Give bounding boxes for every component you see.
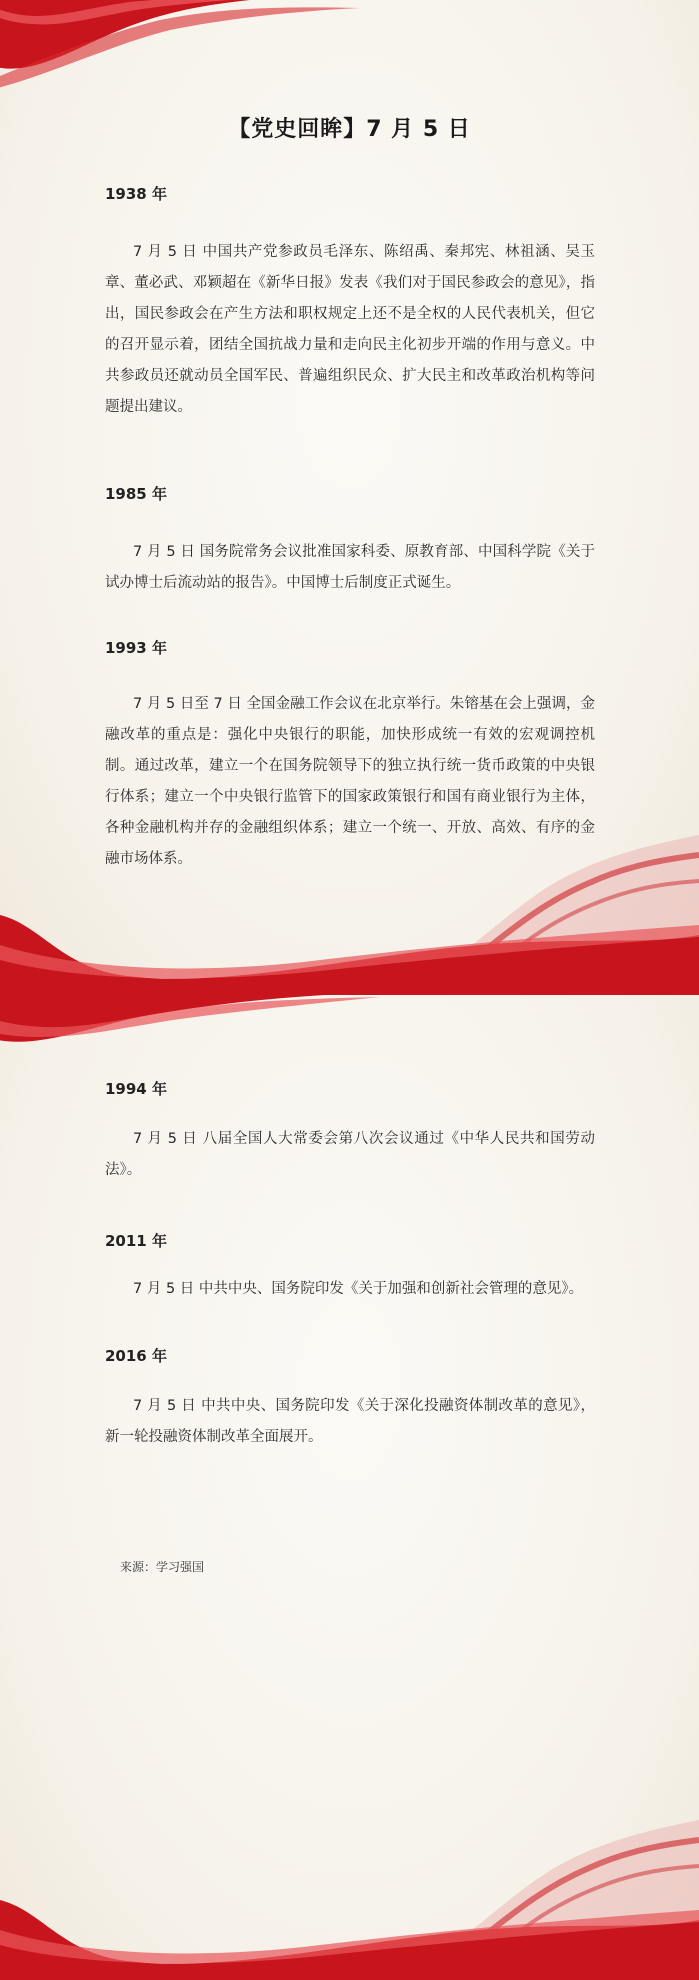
entry-text: 7 月 5 日至 7 日 全国金融工作会议在北京举行。朱镕基在会上强调，金融改革的重点是：强化中央银行的职能，加快形成统一有效的宏观调控机制。通过改革，建立一个在国务院领导下的独立执行统一货币政策的中央银行体系；建立一个中央银行监管下的国家政策银行和国有商业银行为主体，各种金融机构并存的金融组织体系；建立一个统一、开放、高效、有序的金融市场体系。	[105, 696, 595, 867]
entry-1993	[105, 637, 595, 658]
entry-text: 7 月 5 日 八届全国人大常委会第八次会议通过《中华人民共和国劳动法》。	[105, 1131, 595, 1178]
entry-year: 1985 年	[105, 485, 167, 503]
poster-panel-bottom	[0, 995, 699, 1980]
entry-text: 7 月 5 日 国务院常务会议批准国家科委、原教育部、中国科学院《关于试办博士后流动站的报告》。中国博士后制度正式诞生。	[105, 544, 595, 591]
entry-1985-body	[105, 537, 595, 599]
entry-1985	[105, 483, 595, 504]
entry-1938-body	[105, 237, 595, 423]
entry-1938	[105, 183, 595, 204]
entry-year: 2011 年	[105, 1232, 167, 1250]
red-ribbon-decoration	[0, 0, 400, 100]
source-credit: 来源：学习强国	[120, 1560, 205, 1574]
entry-2016-body	[105, 1391, 595, 1453]
entry-1994	[105, 1078, 595, 1099]
entry-year: 1938 年	[105, 185, 167, 203]
entry-text: 7 月 5 日 中共中央、国务院印发《关于加强和创新社会管理的意见》。	[133, 1281, 584, 1297]
red-ribbon-decoration	[0, 875, 699, 995]
entry-year: 1994 年	[105, 1080, 167, 1098]
entry-year: 1993 年	[105, 639, 167, 657]
entry-text: 7 月 5 日 中共中央、国务院印发《关于深化投融资体制改革的意见》，新一轮投融资体制改革全面展开。	[105, 1398, 595, 1445]
entry-2011	[105, 1230, 595, 1251]
page-title: 【党史回眸】7 月 5 日	[228, 117, 471, 142]
entry-1994-body	[105, 1124, 595, 1186]
entry-2011-body	[105, 1274, 595, 1305]
entry-2016	[105, 1345, 595, 1366]
red-ribbon-decoration	[0, 1860, 699, 1980]
entry-year: 2016 年	[105, 1347, 167, 1365]
entry-text: 7 月 5 日 中国共产党参政员毛泽东、陈绍禹、秦邦宪、林祖涵、吴玉章、董必武、邓颖超在《新华日报》发表《我们对于国民参政会的意见》，指出，国民参政会在产生方法和职权规定上还不是全权的人民代表机关，但它的召开显示着，团结全国抗战力量和走向民主化初步开端的作用与意义。中共参政员还就动员全国军民、普遍组织民众、扩大民主和改革政治机构等问题提出建议。	[105, 244, 595, 415]
